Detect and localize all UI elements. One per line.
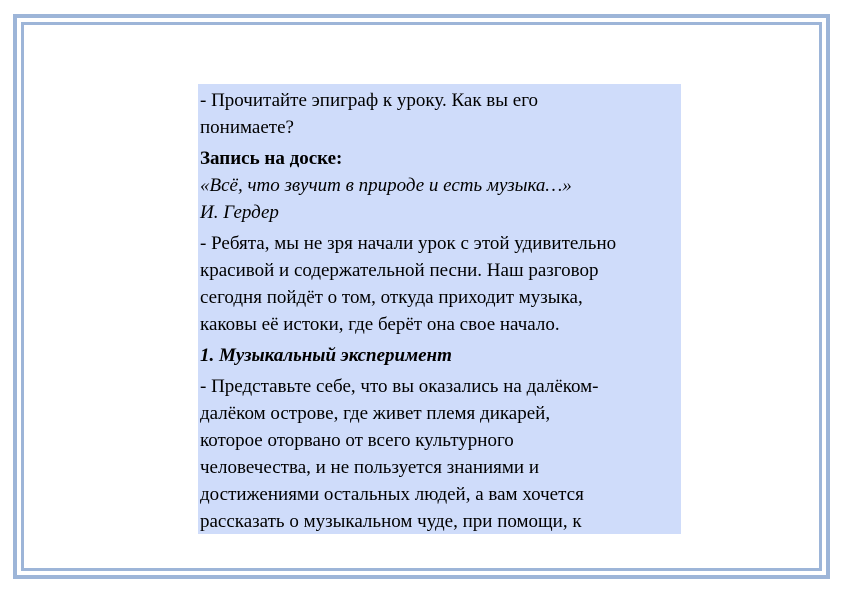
board-heading: Запись на доске: — [200, 148, 343, 169]
question-paragraph — [200, 87, 681, 141]
text-line: сегодня пойдёт о том, откуда приходит музыка, — [200, 287, 583, 308]
experiment-paragraph — [200, 373, 681, 534]
text-line: человечества, и не пользуется знаниями и — [200, 457, 540, 478]
text-line: - Прочитайте эпиграф к уроку. Как вы его — [200, 90, 539, 111]
text-line: - Представьте себе, что вы оказались на далёком- — [200, 376, 599, 397]
epigraph-author: И. Гердер — [200, 202, 279, 223]
text-line: - Ребята, мы не зря начали урок с этой удивительно — [200, 233, 617, 254]
text-line: каковы её истоки, где берёт она свое начало. — [200, 314, 560, 335]
board-note — [200, 145, 681, 226]
text-line: далёком острове, где живет племя дикарей, — [200, 403, 551, 424]
section-heading-block — [200, 342, 681, 369]
text-line: рассказать о музыкальном чуде, при помощи, к — [200, 511, 582, 532]
epigraph-quote: «Всё, что звучит в природе и есть музыка…» — [200, 175, 572, 196]
text-line: достижениями остальных людей, а вам хочется — [200, 484, 584, 505]
text-line: которое оторвано от всего культурного — [200, 430, 514, 451]
section-heading: 1. Музыкальный эксперимент — [200, 345, 452, 366]
text-line: понимаете? — [200, 117, 294, 138]
lesson-text-box — [198, 84, 681, 534]
text-line: красивой и содержательной песни. Наш разговор — [200, 260, 599, 281]
intro-paragraph — [200, 230, 681, 338]
